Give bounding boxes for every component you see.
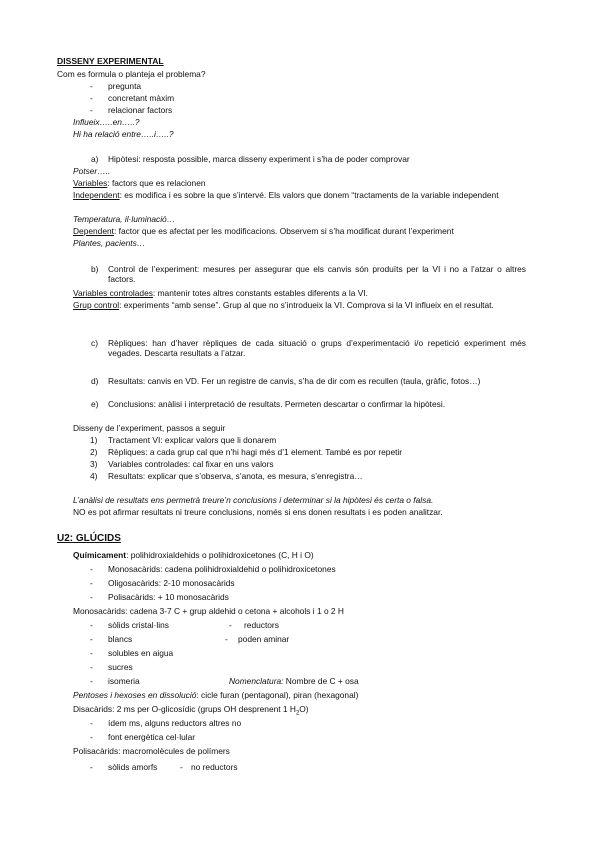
step-text: Rèpliques: a cada grup cal que n’hi hagi més d’1 element. També es por repetir [108,447,403,457]
resultats-text: Resultats: canvis en VD. Fer un registre de canvis, s’ha de dir com es recullen (taula, gràfic, fotos…) [108,376,481,386]
list-item: Monosacàrids: cadena polihidroxialdehid o polihidroxicetones [108,564,336,574]
grup-control-line [73,300,526,310]
no-afirmar-note: NO es pot afirmar resultats ni treure conclusions, només si ens donen resultats i es poden analitzar. [73,507,443,517]
list-item: relacionar factors [108,105,173,115]
pentoses-line [73,690,358,700]
question-title: Com es formula o planteja el problema? [57,69,206,79]
hipotesi-text: Hipòtesi: resposta possible, marca disseny experiment i s’ha de poder comprovar [108,154,410,164]
list-item: pregunta [108,81,142,91]
monosacarids-title: Monosacàrids: cadena 3-7 C + grup aldehid o cetona + alcohols i 1 o 2 H [73,606,344,616]
variables-label: Variables [73,178,108,188]
bullet-dash: - [225,634,228,644]
example-temperatura: Temperatura, il·luminació… [73,214,176,224]
controlades-label: Variables controlades [73,288,153,298]
example-plantes: Plantes, pacients… [73,238,146,248]
example-relacio: Hi ha relació entre…..i…..? [73,129,174,139]
disacarids-line [73,704,309,717]
list-item: blancs [108,634,133,644]
bullet-dash: - [90,662,93,672]
section-title-glucids: U2: GLÚCIDS [57,533,121,544]
list-item: concretant màxim [108,93,175,103]
bullet-dash: - [90,648,93,658]
list-item: poden aminar [238,634,290,644]
list-item: sòlids amorfs [108,762,158,772]
conclusions-text: Conclusions: anàlisi i interpretació de resultats. Permeten descartar o confirmar la hipòtesi. [108,399,446,409]
list-item: solubles en aigua [108,648,174,658]
nomenclatura-text: Nombre de C + osa [283,676,359,686]
bullet-dash: - [90,105,93,115]
quimicament-text: : polihidroxialdehids o polihidroxicetones (C, H i O) [126,550,314,560]
bullet-dash: - [90,93,93,103]
item-marker-e: e) [91,399,99,409]
item-marker-a: a) [91,154,99,164]
grup-control-label: Grup control [73,300,120,310]
independent-label: Independent [73,190,120,200]
example-potser: Potser….. [73,166,111,176]
variables-text: : factors que es relacionen [107,178,206,188]
bullet-dash: - [90,634,93,644]
item-marker-c: c) [91,338,98,348]
subscript: 2 [295,710,300,717]
quimicament-label: Químicament [73,550,127,560]
list-item: font energètica cel·lular [108,732,196,742]
dependent-label: Dependent [73,226,114,236]
list-item: Polisacàrids: + 10 monosacàrids [108,592,229,602]
bullet-dash: - [90,564,93,574]
pentoses-label: Pentoses i hexoses en dissolució [73,690,197,700]
disacarids-text: Disacàrids: 2 ms per O-glicosídic (grups OH desprenent 1 H [73,704,296,714]
variables-line [73,178,206,188]
bullet-dash: - [90,592,93,602]
bullet-dash: - [229,620,232,630]
list-item: no reductors [191,762,238,772]
bullet-dash: - [90,578,93,588]
quimicament-line [73,550,314,560]
list-item: reductors [244,620,279,630]
list-item: isomeria [108,676,140,686]
item-marker-b: b) [91,264,99,274]
step-text: Resultats: explicar que s’observa, s’anota, es mesura, s’enregistra… [108,471,363,481]
bullet-dash: - [90,762,93,772]
item-marker-d: d) [91,376,99,386]
list-item: ídem ms, alguns reductors altres no [108,718,242,728]
step-number: 4) [90,471,98,481]
step-number: 3) [90,459,98,469]
section-title-disseny: DISSENY EXPERIMENTAL [57,56,164,66]
bullet-dash: - [180,762,183,772]
grup-control-text: : experiments “amb sense”. Grup al que no s’introdueix la VI. Comprova si la VI influeix en el resultat. [119,300,494,310]
step-text: Variables controlades: cal fixar en uns valors [108,459,274,469]
controlades-line [73,288,368,298]
bullet-dash: - [90,732,93,742]
step-number: 2) [90,447,98,457]
bullet-dash: - [90,676,93,686]
step-number: 1) [90,435,98,445]
nomenclatura-label: Nomenclatura: [229,676,284,686]
bullet-dash: - [90,718,93,728]
bullet-dash: - [90,81,93,91]
list-item: sucres [108,662,133,672]
step-text: Tractament VI: explicar valors que li donarem [108,435,277,445]
analisi-note: L’anàlisi de resultats ens permetrà treure’n conclusions i determinar si la hipòtesi és certa o falsa. [73,495,434,505]
disacarids-end: O) [299,704,309,714]
pentoses-text: : cicle furan (pentagonal), piran (hexagonal) [196,690,359,700]
nomenclatura-line [229,676,359,686]
repliques-text: Rèpliques: han d’haver rèpliques de cada situació o grups d’experimentació i/o repetició experiment més vegades. Descarta resultats a l’atzar. [108,338,526,358]
list-item: sòlids cristal·lins [108,620,169,630]
example-influeix: Influeix…..en…..? [73,117,140,127]
independent-text: : es modifica i es sobre la que s’intervé. Els valors que donem “tractaments de la variable independent [119,190,499,200]
independent-line [73,190,526,200]
control-text: Control de l’experiment: mesures per assegurar que els canvis són produïts per la VI i no a l’atzar o altres factors. [108,264,526,284]
dependent-text: : factor que es afectat per les modificacions. Observem si s’ha modificat durant l’experiment [113,226,454,236]
polisacarids-title: Polisacàrids: macromolècules de polímers [73,746,230,756]
steps-title: Disseny de l’experiment, passos a seguir [73,423,226,433]
dependent-line [73,226,454,236]
bullet-dash: - [90,620,93,630]
controlades-text: : mantenir totes altres constants estables diferents a la VI. [152,288,368,298]
list-item: Oligosacàrids: 2-10 monosacàrids [108,578,235,588]
